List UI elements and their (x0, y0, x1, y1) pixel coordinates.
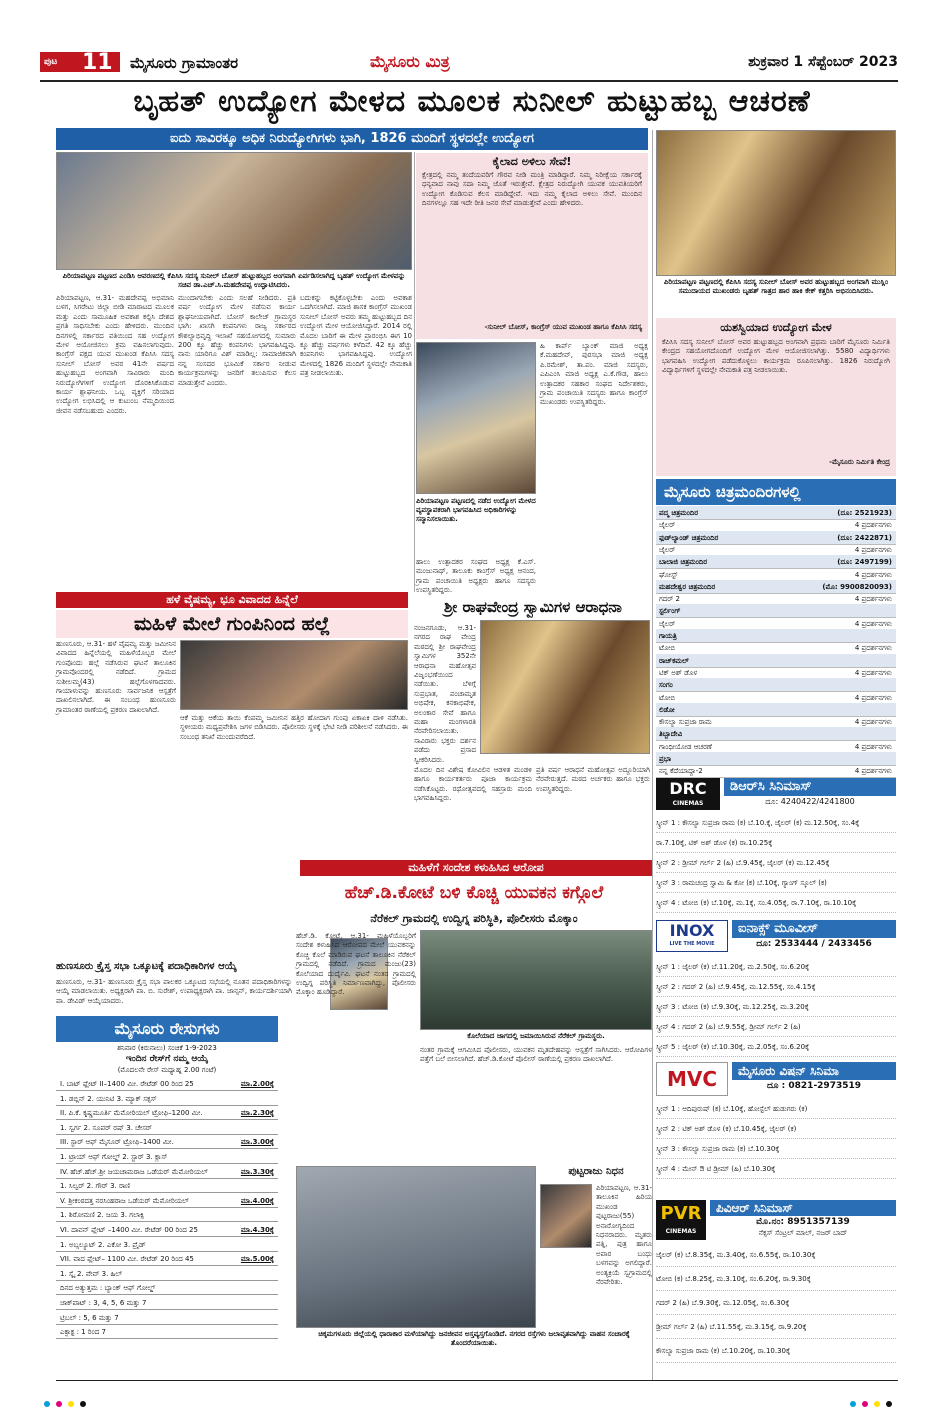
race-time: ಮಾ.4.30ಕ್ಕೆ (240, 1226, 274, 1234)
theater-name: ಟೋಬಿ (659, 644, 676, 653)
theater-name: ಪದ್ಮ ಚಿತ್ರಮಂದಿರ (659, 509, 699, 517)
race-row (56, 1195, 278, 1208)
theater-name: ಫುಡ್‌ಲ್ಯಾಂಡ್ ಚಿತ್ರಮಂದಿರ (659, 533, 719, 542)
column-rule (652, 130, 653, 1380)
race-row (56, 1151, 278, 1164)
theater-info: 4 ಪ್ರದರ್ಶನಗಳು (854, 619, 892, 628)
race-time: ಮಾ.5.00ಕ್ಕೆ (240, 1255, 274, 1264)
race-text: 1. ಸಿಲ್ವರ್ 2. ಗೌರ್ 3. ರಾಣಿ (60, 1182, 131, 1191)
race-text: 1. ಅಬ್ಸಲ್ಯೂಟ್ 2. ಎಕೋ 3. ಪ್ರೈಡ್ (60, 1240, 146, 1249)
theater-info: 4 ಪ್ರದರ್ಶನಗಳು (854, 718, 892, 727)
pvr-title: ಪಿವಿಆರ್ ಸಿನಿಮಾಸ್ (710, 1200, 896, 1216)
masthead: ಮೈಸೂರು ಮಿತ್ರ (370, 52, 450, 71)
theater-name: ಲಿಡೋ (659, 705, 675, 714)
registration-dots-left (44, 1401, 86, 1409)
theater-info: 4 ಪ್ರದರ್ಶನಗಳು (854, 767, 892, 776)
rain-photo (296, 1166, 536, 1328)
theaters-title: ಮೈಸೂರು ಚಿತ್ರಮಂದಿರಗಳಲ್ಲಿ (656, 479, 896, 505)
center-news-body: ಹಾಲು ಉತ್ಪಾದಕರ ಸಂಘದ ಅಧ್ಯಕ್ಷ ಕೆ.ಎಸ್. ಮಂಜುನಾಥ್, ತಾಲೂಕು ಕಾಂಗ್ರೆಸ್ ಅಧ್ಯಕ್ಷ ಆನಂದ, ಗ್ರಾಮ ಪಂಚಾಯಿತಿ ಅಧ್ಯಕ್ಷರು ಹಾಗೂ ಸದಸ್ಯರು ಉಪಸ್ಥಿತರಿದ್ದರು. (416, 558, 536, 595)
registration-dots-right (850, 1401, 892, 1409)
showtime-line: ಸ್ಕ್ರೀನ್ 3 : ಕೌಸಲ್ಯಾ ಸುಪ್ರಜಾ ರಾಮ (ಕ) ಬೆ.10.30ಕ್ಕೆ (656, 1140, 896, 1159)
theater-info: (ದೂ: 2422871) (837, 533, 892, 542)
showtime-line: ಗದರ್ 2 (ಹಿ) ಬೆ.9.30ಕ್ಕೆ, ಮ.12.05ಕ್ಕೆ, ಸಂ.6.30ಕ್ಕೆ (656, 1292, 896, 1315)
kailada-body: ಕ್ಷೇತ್ರದಲ್ಲಿ ನಮ್ಮ ತಂದೆಯವರಿಗೆ ಗೌರವ ನೀಡಿ ಮಂತ್ರಿ ಮಾಡಿದ್ದಾರೆ. ನಿಮ್ಮ ನಿರೀಕ್ಷೆಯ ಸರ್ಕಾರಕ್ಕೆ ಧನ್ಯವಾದ ನಾವು ಸದಾ ನಿಮ್ಮ ಜೊತೆ ಇರುತ್ತೇವೆ. ಕ್ಷೇತ್ರದ ನಿರುದ್ಯೋಗಿ ಯುವಕ ಯುವತಿಯರಿಗೆ ಉದ್ಯೋಗ ಕೊಡಿಸುವ ಕೆಲಸ ಮಾಡಿದ್ದೇವೆ. ಇದು ನಮ್ಮ ಕೈಲಾದ ಅಳಿಲು ಸೇವೆ. ಮುಂದಿನ ದಿನಗಳಲ್ಲೂ ಸಹ ಇದೇ ರೀತಿ ಜನರ ಸೇವೆ ಮಾಡುತ್ತೇವೆ ಎಂದು ಹೇಳಿದರು. (422, 171, 642, 208)
kailada-signature: -ಸುನೀಲ್ ಬೋಸ್, ಕಾಂಗ್ರೆಸ್ ಯುವ ಮುಖಂಡ ಹಾಗೂ ಕೆಪಿಸಿಸಿ ಸದಸ್ಯ (484, 323, 642, 331)
pvr-phone: ಮೊ.ನಂ: 8951357139 (756, 1217, 850, 1227)
yashasvi-title: ಯಶಸ್ವಿಯಾದ ಉದ್ಯೋಗ ಮೇಳ (720, 321, 832, 334)
lead-body-col1: ಪಿರಿಯಾಪಟ್ಟಣ, ಆ.31- ಮಹದೇವಪ್ಪ ಅಭಿಮಾನಿ ಬಳಗ, ಸಿಗರೇಟು ಜಿಲ್ಲಾ ಬೀಡಿ ಮಾರಾಟದ ಮೂಲಕ ಮತ್ತು ಎಂದು ಸಾಮೂಹಿಕ ಅವಕಾಶ ಕಲ್ಪಿಸಿ ದೇಶದ ಪ್ರಗತಿ ಸಾಧಿಸಬೇಕು ಎಂದು ಹೇಳಿದರು. ಮುಂದಿನ ದಿನಗಳಲ್ಲಿ ಸರ್ಕಾರದ ವತಿಯಿಂದ ಸಹ ಉದ್ಯೋಗ ಮೇಳ ಆಯೋಜಿಸಲು ಕ್ರಮ ವಹಿಸಲಾಗುವುದು. ಕಾಂಗ್ರೆಸ್ ಪಕ್ಷದ ಯುವ ಮುಖಂಡ ಕೆಪಿಸಿಸಿ ಸದಸ್ಯ ಸುನೀಲ್ ಬೋಸ್ ಅವರ 41ನೇ ವರ್ಷದ ಹುಟ್ಟುಹಬ್ಬದ ಅಂಗವಾಗಿ ಸಾವಿರಾರು ಮಂದಿ ನಿರುದ್ಯೋಗಿಗಳಿಗೆ ಉದ್ಯೋಗ ದೊರಕಿಸಿಕೊಡುವ ಕಾರ್ಯ ಶ್ಲಾಘನೀಯ. ಒಬ್ಬ ವ್ಯಕ್ತಿಗೆ ಸರಿಯಾದ ಉದ್ಯೋಗ ಲಭಿಸಿದಲ್ಲಿ ಆ ಕುಟುಂಬ ನೆಮ್ಮದಿಯಿಂದ ಜೀವನ ನಡೆಸಬಹುದು ಎಂದರು. (56, 294, 174, 415)
theater-name: ಮಹದೇಶ್ವರ ಚಿತ್ರಮಂದಿರ (659, 582, 716, 591)
issue-date: ಶುಕ್ರವಾರ 1 ಸೆಪ್ಟೆಂಬರ್ 2023 (748, 54, 898, 70)
theater-name: ಗಾಯತ್ರಿ (659, 632, 677, 640)
drc-phone: ದೂ: 4240422/4241800 (765, 797, 855, 806)
column-rule (414, 152, 415, 592)
kote-headline: ಹೆಚ್.ಡಿ.ಕೋಟೆ ಬಳಿ ಕೊಚ್ಚಿ ಯುವಕನ ಕಗ್ಗೊಲೆ (344, 883, 604, 903)
yashasvi-signature: -ಮೈಸೂರು ನಿರ್ಮಿತಿ ಕೇಂದ್ರ (829, 458, 890, 466)
race-text: VII. ವಾದ ಪ್ಲೇಟ್– 1100 ಮೀ. ರೇಟೆಡ್ 20 ರಿಂದ 45 (60, 1255, 194, 1264)
lead-photo (56, 152, 412, 270)
theater-info: (ದೂ: 2521923) (837, 509, 892, 517)
footer-rule (56, 1380, 898, 1381)
race-row (56, 1224, 278, 1237)
theater-name: ಬಾಲಾಜಿ ಚಿತ್ರಮಂದಿರ (659, 558, 708, 567)
race-text: 1. ಶಿರೋಮಣಿ 2. ಜಯ 3. ಗಲಾಕ್ಸಿ (60, 1211, 145, 1220)
mvc-phone: ದೂ : 0821-2973519 (766, 1081, 862, 1091)
hunsur-headline: ಹುಣಸೂರು ಕ್ರೈಸ್ತ ಸಭಾ ಒಕ್ಕೂಟಕ್ಕೆ ಪದಾಧಿಕಾರಿಗಳ ಆಯ್ಕೆ (56, 961, 237, 972)
kote-subhead: ನೆರೆಕಲ್ ಗ್ರಾಮದಲ್ಲಿ ಉದ್ವಿಗ್ನ ಪರಿಸ್ಥಿತಿ, ಪೊಲೀಸರು ಮೊಕ್ಕಾಂ (370, 912, 578, 925)
lead-subhead: ಐದು ಸಾವಿರಕ್ಕೂ ಅಧಿಕ ನಿರುದ್ಯೋಗಿಗಳು ಭಾಗಿ, 1826 ಮಂದಿಗೆ ಸ್ಥಳದಲ್ಲೇ ಉದ್ಯೋಗ (56, 128, 648, 150)
theater-name: ಕೌಸಲ್ಯಾ ಸುಪ್ರಜಾ ರಾಮ (659, 718, 712, 727)
inox-title: ಐನಾಕ್ಸ್ ಮೂವೀಸ್ (732, 920, 896, 938)
race-row (56, 1107, 278, 1120)
theater-name: ಟಿಕ್ ಅಶ್ ಡೊಳ (659, 668, 698, 677)
pvr-logo (656, 1200, 706, 1240)
mvc-logo: MVC (656, 1062, 728, 1096)
theater-info: 4 ಪ್ರದರ್ಶನಗಳು (854, 595, 892, 604)
theater-info: 4 ಪ್ರದರ್ಶನಗಳು (854, 545, 892, 554)
race-time: ಮಾ.3.30ಕ್ಕೆ (240, 1167, 274, 1176)
pvr-address: ನೆಕ್ಸಸ್ ಸೆಂಟ್ರಲ್ ಮಾಲ್, ನಜರ್ ಬಾದ್ (758, 1229, 848, 1237)
kote-photo (420, 930, 652, 1030)
race-text: II. ಪಿ.ಕೆ. ಕೃಷ್ಣಮೂರ್ತಿ ಮೆಮೋರಿಯಲ್ ಟ್ರೋಫಿ–1200 ಮೀ. (60, 1109, 203, 1118)
kote-photo-caption: ಕೊಲೆಯಾದ ಜಾಗದಲ್ಲಿ ಜಮಾಯಿಸಿರುವ ನೆರೆಕಲ್ ಗ್ರಾಮಸ್ಥರು. (467, 1032, 605, 1040)
theater-name: ಜೈಲರ್ (659, 521, 676, 530)
drc-logo-sub: CINEMAS (672, 800, 704, 807)
race-text: 1. ಸ್ಕೈ 2. ವೇವ್ 3. ಹಿಲ್ (60, 1269, 123, 1278)
races-time: (ಮೊದಲನೇ ರೇಸ್ ಮಧ್ಯಾಹ್ನ 2.00 ಗಂಟೆ) (117, 1066, 217, 1074)
showtime-line: ಡ್ರೀಮ್ ಗರ್ಲ್ 2 (ಹಿ) ಬೆ.11.55ಕ್ಕೆ, ಮ.3.15ಕ್ಕೆ, ರಾ.9.20ಕ್ಕೆ (656, 1316, 896, 1339)
raghavendra-body-2: ಮೊದಲ ದಿನ ವಿಶೇಷ ಕೋವಿಲಿನ ಆಡಳಿತ ಮಂಡಳಿ ಹಾಗೂ ಕಾರ್ಯಕರ್ತರು ಪೂಜಾ ಕಾರ್ಯಕ್ರಮ ನಡೆಸಿಕೊಟ್ಟರು. ರಥೋತ್ಸವದಲ್ಲಿ ಸಹಸ್ರಾರು ಮಂದಿ ಭಾಗವಹಿಸಿದ್ದರು. (414, 766, 532, 803)
theater-row (656, 764, 896, 778)
race-row (56, 1136, 278, 1149)
theater-info: 4 ಪ್ರದರ್ಶನಗಳು (854, 668, 892, 677)
showtime-line: ಸ್ಕ್ರೀನ್ 1 : ಜೈಲರ್ (ಕ) ಬೆ.11.20ಕ್ಕೆ, ಮ.2.50ಕ್ಕೆ, ಸಂ.6.20ಕ್ಕೆ (656, 958, 896, 977)
inox-logo-text: INOX (669, 921, 715, 940)
theater-name: ನನ್ನ ಕೆದೆಯಾದ್ದಾ-2 (659, 767, 703, 776)
kailada-box (416, 153, 648, 339)
race-time: ಮಾ.4.00ಕ್ಕೆ (240, 1196, 274, 1205)
races-subtitle: ಇಂದಿನ ರೇಸ್‌ಗೆ ನಮ್ಮ ಆಯ್ಕೆ (125, 1054, 209, 1064)
kote-kicker: ಮಹಿಳೆಗೆ ಸಂದೇಶ ಕಳುಹಿಸಿದ ಆರೋಪ (300, 860, 652, 876)
showtime-line: ಸ್ಕ್ರೀನ್ 2 : ಡ್ರೀಮ್ ಗರ್ಲ್ 2 (ಹಿ) ಬೆ.9.45ಕ್ಕೆ, ಜೈಲರ್ (ಕ) ಮ.12.45ಕ್ಕೆ (656, 854, 896, 873)
theater-name: ಗಾಂಧೀಯೋಡ ಆಚರಣೆ (659, 742, 712, 751)
section-title: ಮೈಸೂರು ಗ್ರಾಮಾಂತರ (130, 54, 239, 72)
race-row (56, 1093, 278, 1106)
woman-photo (180, 640, 408, 710)
showtime-line: ಜೈಲರ್ (ಕ) ಬೆ.8.35ಕ್ಕೆ, ಮ.3.40ಕ್ಕೆ, ಸಂ.6.55ಕ್ಕೆ, ರಾ.10.30ಕ್ಕೆ (656, 1244, 896, 1267)
center-body: ಹಿ ಕಾರ್ಪ್ ಬ್ಯಾಂಕ್ ಮಾಜಿ ಅಧ್ಯಕ್ಷ ಕೆ.ಮಹದೇವ್, ಪುರಸಭಾ ಮಾಜಿ ಅಧ್ಯಕ್ಷ ಪಿ.ರಮೇಶ್, ತಾ.ಪಂ. ಮಾಜಿ ಸದಸ್ಯರು, ಎಪಿಎಂಸಿ ಮಾಜಿ ಅಧ್ಯಕ್ಷ ಎ.ಕೆ.ಗೌಡ, ಹಾಲು ಉತ್ಪಾದಕರ ಸಹಕಾರ ಸಂಘದ ನಿರ್ದೇಶಕರು, ಗ್ರಾಮ ಪಂಚಾಯಿತಿ ಸದಸ್ಯರು ಹಾಗೂ ಕಾಂಗ್ರೆಸ್ ಮುಖಂಡರು ಉಪಸ್ಥಿತರಿದ್ದರು. (540, 342, 648, 407)
showtime-line: ಟೋಬಿ (ಕ) ಬೆ.8.25ಕ್ಕೆ, ಮ.3.10ಕ್ಕೆ, ಸಂ.6.20ಕ್ಕೆ, ರಾ.9.30ಕ್ಕೆ (656, 1268, 896, 1291)
race-row (56, 1253, 278, 1266)
theater-name: ಸಂಗಂ (659, 681, 673, 690)
race-row (56, 1268, 278, 1281)
header-rule (40, 80, 898, 82)
yashasvi-box (656, 318, 896, 476)
theater-info: (ಮೊ: 9900820093) (822, 582, 892, 591)
kote-body: ಹೆಚ್.ಡಿ. ಕೋಟೆ, ಆ.31- ಮಹಿಳೆಯೊಬ್ಬರಿಗೆ ಸಂದೇಶ ಕಳುಹಿಸಿದ ಆರೋಪದ ಮೇಲೆ ಯುವಕನನ್ನು ಕೊಚ್ಚಿ ಕೊಲೆ ಮಾಡಿರುವ ಘಟನೆ ತಾಲೂಕಿನ ನೆರೆಕಲ್ ಗ್ರಾಮದಲ್ಲಿ ನಡೆದಿದೆ. ಗ್ರಾಮದ ಮಂಜು(23) ಕೊಲೆಯಾದ ದುರ್ದೈವಿ. ಘಟನೆ ನಂತರ ಗ್ರಾಮದಲ್ಲಿ ಉದ್ವಿಗ್ನ ಪರಿಸ್ಥಿತಿ ನಿರ್ಮಾಣವಾಗಿದ್ದು, ಪೊಲೀಸರು ಮೊಕ್ಕಾಂ ಹೂಡಿದ್ದಾರೆ. (296, 932, 416, 997)
race-text: 1. ಡಬ್ಲಿನ್ 2. ಯುನಿಟಿ 3. ಮ್ಯಾಕ್ ಸಕ್ಸಸ್ (60, 1094, 157, 1103)
theater-name: ಜೈಲರ್ (659, 545, 676, 554)
woman-body-2: ಆಕೆ ಮತ್ತು ಆಕೆಯ ತಾಯಿ ಕೆಂಪಮ್ಮ ಜಮೀನಿನ ಹತ್ತಿರ ಹೋದಾಗ ಗುಂಪು ಏಕಾಏಕಿ ದಾಳಿ ನಡೆಸಿತು. ಸ್ಥಳೀಯರು ಮಧ್ಯಪ್ರವೇಶಿಸಿ ಜಗಳ ಬಿಡಿಸಿದರು. ಪೊಲೀಸರು ಸ್ಥಳಕ್ಕೆ ಭೇಟಿ ನೀಡಿ ಪರಿಶೀಲನೆ ನಡೆಸಿದರು. ಈ ಸಂಬಂಧ ತನಿಖೆ ಮುಂದುವರೆದಿದೆ. (180, 714, 408, 741)
raghavendra-body: ನಂಜನಗೂಡು, ಆ.31- ನಗರದ ರಾಘ ವೇಂದ್ರ ಮಠದಲ್ಲಿ ಶ್ರೀ ರಾಘವೇಂದ್ರ ಸ್ವಾಮಿಗಳ 352ನೇ ಆರಾಧನಾ ಮಹೋತ್ಸವ ವಿಜೃಂಭಣೆಯಿಂದ ನಡೆಯಿತು. ಬೆಳಿಗ್ಗೆ ಸುಪ್ರಭಾತ, ಪಂಚಾಮೃತ ಅಭಿಷೇಕ, ಕನಕಾಭಿಷೇಕ, ಅಲಂಕಾರ ಸೇವೆ ಹಾಗೂ ಮಹಾ ಮಂಗಳಾರತಿ ನೆರವೇರಿಸಲಾಯಿತು. ಸಾವಿರಾರು ಭಕ್ತರು ದರ್ಶನ ಪಡೆದು ಪ್ರಸಾದ ಸ್ವೀಕರಿಸಿದರು. (414, 624, 476, 764)
race-row (56, 1078, 278, 1091)
showtime-line: ಸ್ಕ್ರೀನ್ 4 : ಮೇನ್ ಔ ಟಿ ಡ್ರೀಮ್ (ಹಿ) ಬೆ.10.30ಕ್ಕೆ (656, 1160, 896, 1179)
right-photo-caption: ಪಿರಿಯಾಪಟ್ಟಣ ಪಟ್ಟಣದಲ್ಲಿ ಕೆಪಿಸಿಸಿ ಸದಸ್ಯ ಸುನೀಲ್ ಬೋಸ್ ಅವರ ಹುಟ್ಟುಹಬ್ಬದ ಅಂಗವಾಗಿ ಮುಸ್ಲಿಂ ಸಮುದಾಯದ ಮುಖಂಡರು ಬೃಹತ್ ಗಾತ್ರದ ಹಾರ ಹಾಕಿ ಕೇಕ್ ಕತ್ತರಿಸಿ ಅಭಿನಂದಿಸಿದರು. (663, 278, 889, 295)
obit-title: ಪುಟ್ಟರಾಜು ನಿಧನ (568, 1166, 624, 1177)
race-row (56, 1326, 278, 1339)
race-text: III. ಸ್ಟಾರ್ ಆಫ್ ಮೈಸೂರ್ ಟ್ರೋಫಿ–1400 ಮೀ. (60, 1138, 174, 1147)
race-row (56, 1239, 278, 1252)
showtime-line: ರಾ.7.10ಕ್ಕೆ, ಟಿಕ್ ಅಶ್ ಡೊಳ (ಕ) ರಾ.10.25ಕ್ಕೆ (656, 834, 896, 853)
races-title: ಮೈಸೂರು ರೇಸುಗಳು (56, 1016, 278, 1042)
kote-body-2: ನಂತರ ಗ್ರಾಮಕ್ಕೆ ಆಗಮಿಸಿದ ಪೊಲೀಸರು, ಯುವಕನ ಮೃತದೇಹವನ್ನು ಆಸ್ಪತ್ರೆಗೆ ಸಾಗಿಸಿದರು. ಆರೋಪಿಗಳ ಪತ್ತೆಗೆ ಬಲೆ ಬೀಸಲಾಗಿದೆ. ಹೆಚ್.ಡಿ.ಕೋಟೆ ಪೊಲೀಸ್ ಠಾಣೆಯಲ್ಲಿ ಪ್ರಕರಣ ದಾಖಲಾಗಿದೆ. (420, 1046, 652, 1064)
race-text: IV. ಹೆಚ್.ಹೆಚ್.ಶ್ರೀ ಜಯಚಾಮರಾಜ ಒಡೆಯರ್ ಮೆಮೋರಿಯಲ್ (60, 1167, 208, 1176)
yashasvi-body: ಕೆಪಿಸಿಸಿ ಸದಸ್ಯ ಸುನೀಲ್ ಬೋಸ್ ಅವರ ಹುಟ್ಟುಹಬ್ಬದ ಅಂಗವಾಗಿ ಪ್ರಥಮ ಬಾರಿಗೆ ಮೈಸೂರು ನಿರ್ಮಿತಿ ಕೇಂದ್ರದ ಸಹಯೋಗದೊಂದಿಗೆ ಉದ್ಯೋಗ ಮೇಳ ಆಯೋಜಿಸಲಾಗಿತ್ತು. 5580 ವಿದ್ಯಾರ್ಥಿಗಳು ಭಾಗವಹಿಸಿ ಉದ್ಯೋಗ ಪಡೆದುಕೊಳ್ಳಲು ಕಾರ್ಯಕ್ರಮ ರೂಪಿಸಲಾಗಿತ್ತು. 1826 ನಿರುದ್ಯೋಗಿ ವಿದ್ಯಾರ್ಥಿಗಳಿಗೆ ಸ್ಥಳದಲ್ಲೇ ನೇಮಕಾತಿ ಪತ್ರ ನೀಡಲಾಯಿತು. (662, 338, 890, 375)
theater-name: ಘೋಸ್ಟ್ (659, 570, 678, 579)
race-text: VI. ದಾವನ್ ಪ್ಲೇಟ್ –1400 ಮೀ. ರೇಟೆಡ್ 00 ರಿಂದ 25 (60, 1226, 198, 1234)
race-row (56, 1209, 278, 1222)
theater-info: 4 ಪ್ರದರ್ಶನಗಳು (854, 570, 892, 579)
theater-name: ಪ್ರಭಾ (659, 755, 672, 763)
theater-name: ಸ್ಟರ್ಲಿಂಗ್ (659, 607, 681, 616)
showtime-line: ಸ್ಕ್ರೀನ್ 3 : ರಾಮಚಂದ್ರ ಸ್ವಾಮಿ & ಕೋ (ಕ) ಬೆ.10ಕ್ಕೆ, ಗ್ಯಾಂಗ್ ಸ್ಕೂಲ್ (ಕ) (656, 874, 896, 893)
race-time: ಮಾ.3.00ಕ್ಕೆ (240, 1138, 274, 1147)
page-label: ಪುಟ (44, 57, 58, 67)
race-row (56, 1312, 278, 1325)
rain-photo-caption: ಚಿಕ್ಕಮಗಳೂರು ಜಿಲ್ಲೆಯಲ್ಲಿ ಧಾರಾಕಾರ ಮಳೆಯಾಗಿದ್ದು ಜನಜೀವನ ಅಸ್ತವ್ಯಸ್ತಗೊಂಡಿದೆ. ನಗರದ ರಸ್ತೆಗಳು ಜಲಾವೃತವಾಗಿದ್ದು ವಾಹನ ಸಂಚಾರಕ್ಕೆ ತೊಂದರೆಯಾಯಿತು. (318, 1330, 630, 1347)
race-text: ಟ್ರಿಬಲ್ : 5, 6 ಮತ್ತು 7 (60, 1313, 119, 1322)
race-text: ಎಕ್ಸಾಕ್ಟ : 1 ರಿಂದ 7 (60, 1328, 106, 1337)
theater-info: 4 ಪ್ರದರ್ಶನಗಳು (854, 521, 892, 530)
woman-body: ಹುಣಸೂರು, ಆ.31- ಹಳೆ ವೈಷಮ್ಯ ಮತ್ತು ಜಮೀನಿನ ವಿವಾದದ ಹಿನ್ನೆಲೆಯಲ್ಲಿ ಮಹಿಳೆಯೊಬ್ಬರ ಮೇಲೆ ಗುಂಪೊಂದು ಹಲ್ಲೆ ನಡೆಸಿರುವ ಘಟನೆ ತಾಲೂಕಿನ ಗ್ರಾಮವೊಂದರಲ್ಲಿ ನಡೆದಿದೆ. ಗ್ರಾಮದ ಸುಶೀಲಮ್ಮ(43) ಹಲ್ಲೆಗೊಳಗಾದವರು. ಗಾಯಾಳುವನ್ನು ಹುಣಸೂರು ಸಾರ್ವಜನಿಕ ಆಸ್ಪತ್ರೆಗೆ ದಾಖಲಿಸಲಾಗಿದೆ. ಈ ಸಂಬಂಧ ಹುಣಸೂರು ಗ್ರಾಮಾಂತರ ಠಾಣೆಯಲ್ಲಿ ಪ್ರಕರಣ ದಾಖಲಾಗಿದೆ. (56, 640, 176, 714)
kailada-title: ಕೈಲಾದ ಅಳಿಲು ಸೇವೆ! (492, 155, 572, 168)
theater-info: 4 ಪ್ರದರ್ಶನಗಳು (854, 742, 892, 751)
showtime-line: ಸ್ಕ್ರೀನ್ 1 : ಕೌಸಲ್ಯಾ ಸುಪ್ರಜಾ ರಾಮ (ಕ) ಬೆ.10.ಕ್ಕೆ, ಜೈಲರ್ (ಕ) ಮ.12.50ಕ್ಕೆ, ಸಂ.4ಕ್ಕೆ (656, 814, 896, 833)
woman-kicker: ಹಳೆ ವೈಷಮ್ಯ, ಭೂ ವಿವಾದದ ಹಿನ್ನೆಲೆ (56, 592, 408, 608)
obit-photo (540, 1184, 592, 1248)
race-text: I. ಬಾಟ್ ಫ್ಲೇಟ್ II–1400 ಮೀ. ರೇಟೆಡ್ 00 ರಿಂದ 25 (60, 1080, 194, 1088)
page-number-box (40, 50, 120, 75)
race-row (56, 1180, 278, 1193)
drc-title: ಡಿಆರ್‌ಸಿ ಸಿನಿಮಾಸ್ (724, 778, 896, 796)
race-text: ದಿನದ ಅತ್ಯುತ್ತಮ : ಬ್ಯಾಂಕ್ ಆಫ್ ಗೋಲ್ಡ್ (60, 1284, 156, 1293)
raghavendra-headline: ಶ್ರೀ ರಾಘವೇಂದ್ರ ಸ್ವಾಮಿಗಳ ಆರಾಧನಾ (444, 598, 622, 616)
showtime-line: ಸ್ಕ್ರೀನ್ 4 : ಟೋಬಿ (ಕ) ಬೆ.10ಕ್ಕೆ, ಮ.1ಕ್ಕೆ, ಸಂ.4.05ಕ್ಕೆ, ರಾ.7.10ಕ್ಕೆ, ರಾ.10.10ಕ್ಕೆ (656, 894, 896, 913)
lead-body-col2: ಮುಂದಾಗಬೇಕು ಎಂದು ಸಲಹೆ ನೀಡಿದರು. ಪ್ರತಿ ವರ್ಷ ಉದ್ಯೋಗ ಮೇಳ ನಡೆಸುವ ಕಾರ್ಯ ಶ್ಲಾಘನೀಯವಾಗಿದೆ. ಬೋಸ್ ಕಾಲೇಜ್ ಗ್ರಾಮಸ್ಥರ ಭಾಗಿ: ಖಾಸಗಿ ಕಂಪನಿಗಳು ರಾಜ್ಯ ಸರ್ಕಾರದ ಕೌಶಲ್ಯಾಭಿವೃದ್ಧಿ ಇಲಾಖೆ ಸಹಯೋಗದಲ್ಲಿ ಸುಮಾರು 200 ಕ್ಕೂ ಹೆಚ್ಚು ಕಂಪನಿಗಳು ಭಾಗವಹಿಸಿದ್ದವು. ನಾನು ಯಾರಿಗೂ ವಿಶ್ ಮಾಡಿಲ್ಲ: ಸಾಮಾಜಿಕವಾಗಿ ನನ್ನ ಸಂಸದರ ಭೂಮಿಕೆ ಸರ್ಕಾರ ನೀಡುವ ಕಾರ್ಯಕ್ರಮಗಳನ್ನು ಜನರಿಗೆ ತಲುಪಿಸುವ ಕೆಲಸ ಮಾಡುತ್ತೇನೆ ಎಂದರು. (178, 294, 296, 387)
lead-headline: ಬೃಹತ್ ಉದ್ಯೋಗ ಮೇಳದ ಮೂಲಕ ಸುನೀಲ್ ಹುಟ್ಟುಹಬ್ಬ ಆಚರಣೆ (133, 84, 811, 119)
race-row (56, 1122, 278, 1135)
theater-info: 4 ಪ್ರದರ್ಶನಗಳು (854, 693, 892, 702)
lead-body-col3: ಬದುಕನ್ನು ಕಟ್ಟಿಕೊಳ್ಳಬೇಕು ಎಂದು ಅವಕಾಶ ಒದಗಿಸಲಾಗಿದೆ. ಮಾಜಿ ಶಾಸಕ ಕಾಂಗ್ರೆಸ್ ಮುಖಂಡ ಸುನೀಲ್ ಬೋಸ್ ಅವರು ತಮ್ಮ ಹುಟ್ಟುಹಬ್ಬದ ದಿನ ಉದ್ಯೋಗ ಮೇಳ ಆಯೋಜಿಸಿದ್ದಾರೆ. 2014 ರಲ್ಲಿ ಮೊದಲ ಬಾರಿಗೆ ಈ ಮೇಳ ಪ್ರಾರಂಭಿಸಿ ಈಗ 10 ಕ್ಕೂ ಹೆಚ್ಚು ವರ್ಷಗಳು ಕಳೆದಿವೆ. 42 ಕ್ಕೂ ಹೆಚ್ಚು ಕಂಪನಿಗಳು ಭಾಗವಹಿಸಿದ್ದವು. ಉದ್ಯೋಗ ಮೇಳದಲ್ಲಿ 1826 ಮಂದಿಗೆ ಸ್ಥಳದಲ್ಲೇ ನೇಮಕಾತಿ ಪತ್ರ ನೀಡಲಾಯಿತು. (300, 294, 412, 378)
theater-name: ತಿಬ್ಬಾದೇವಿ (659, 730, 683, 739)
pvr-logo-sub: CINEMAS (665, 1228, 697, 1235)
theater-name: ರಾಜ್‌ಕಮಲ್ (659, 656, 689, 665)
races-date: ಶನಿವಾರ (ಕಿರುನಾಲು) ಸಂಚಿಕೆ 1-9-2023 (117, 1044, 217, 1052)
showtime-line: ಸ್ಕ್ರೀನ್ 5 : ಜೈಲರ್ (ಕ) ಬೆ.10.30ಕ್ಕೆ, ಮ.2.05ಕ್ಕೆ, ಸಂ.6.20ಕ್ಕೆ (656, 1038, 896, 1057)
page-header (40, 48, 898, 78)
inox-logo-sub: LIVE THE MOVIE (669, 941, 715, 947)
lead-photo-caption: ಪಿರಿಯಾಪಟ್ಟಣ ಪಟ್ಟಣದ ಎಂಡಿಸಿ ಆವರಣದಲ್ಲಿ ಕೆಪಿಸಿಸಿ ಸದಸ್ಯ ಸುನೀಲ್ ಬೋಸ್ ಹುಟ್ಟುಹಬ್ಬದ ಅಂಗವಾಗಿ ಏರ್ಪಡಿಸಲಾಗಿದ್ದ ಬೃಹತ್ ಉದ್ಯೋಗ ಮೇಳವನ್ನು ಸಚಿವ ಡಾ.ಎಚ್.ಸಿ.ಮಹದೇವಪ್ಪ ಉದ್ಘಾಟಿಸಿದರು. (62, 272, 406, 289)
race-row (56, 1166, 278, 1179)
raghavendra-body-3: ಪ್ರತಿ ವರ್ಷ ಆರಾಧನೆ ಮಹೋತ್ಸವ ಅದ್ದೂರಿಯಾಗಿ ನೆರವೇರುತ್ತದೆ. ಮಠದ ಅರ್ಚಕರು ಹಾಗೂ ಭಕ್ತರು ಉಪಸ್ಥಿತರಿದ್ದರು. (536, 766, 650, 793)
race-row (56, 1282, 278, 1295)
race-text: 1. ಸ್ವರ್ಗ 2. ಸೂಪರ್ ರಷ್ 3. ಚೇಸರ್ (60, 1123, 152, 1132)
race-text: 1. ಟ್ರಾಯ್ ಆಫ್ ಗೋಲ್ಡ್ 2. ಸ್ಟಾರ್ 3. ಕ್ಲಾಸ್ (60, 1153, 168, 1161)
theater-name: ಗದರ್ 2 (659, 595, 680, 604)
theater-name: ಟೋಬಿ (659, 693, 676, 702)
page-number: 11 (82, 50, 113, 75)
race-text: V. ಶ್ರೀಕಂಠದತ್ತ ನರಸಿಂಹರಾಜ ಒಡೆಯರ್ ಮೆಮೋರಿಯಲ್ (60, 1196, 189, 1205)
right-photo (656, 130, 896, 276)
race-row (56, 1297, 278, 1310)
mvc-title: ಮೈಸೂರು ವಿಷನ್ ಸಿನಿಮಾ (732, 1062, 896, 1080)
raghavendra-photo (480, 620, 650, 754)
showtime-line: ಸ್ಕ್ರೀನ್ 2 : ಟಿಕ್ ಅಶ್ ಡೊಳ (ಕ) ಬೆ.10.45ಕ್ಕೆ, ಜೈಲರ್ (ಕ) (656, 1120, 896, 1139)
showtime-line: ಸ್ಕ್ರೀನ್ 4 : ಗದರ್ 2 (ಹಿ) ಬೆ.9.55ಕ್ಕೆ, ಡ್ರೀಮ್ ಗರ್ಲ್ 2 (ಹಿ) (656, 1018, 896, 1037)
drc-logo-text: DRC (669, 779, 707, 798)
inox-phone: ದೂ: 2533444 / 2433456 (756, 939, 872, 949)
center-photo (416, 342, 536, 494)
obit-body: ಪಿರಿಯಾಪಟ್ಟಣ, ಆ.31- ತಾಲೂಕಿನ ಹಿರಿಯ ಮುಖಂಡ ಪುಟ್ಟರಾಜು(55) ಅನಾರೋಗ್ಯದಿಂದ ನಿಧನರಾದರು. ಮೃತರು ಪತ್ನಿ, ಪುತ್ರ ಹಾಗೂ ಅಪಾರ ಬಂಧು ಬಳಗವನ್ನು ಅಗಲಿದ್ದಾರೆ. ಅಂತ್ಯಕ್ರಿಯೆ ಸ್ವಗ್ರಾಮದಲ್ಲಿ ನೆರವೇರಿತು. (596, 1184, 652, 1287)
showtime-line: ಸ್ಕ್ರೀನ್ 2 : ಗದರ್ 2 (ಹಿ) ಬೆ.9.45ಕ್ಕೆ, ಮ.12.55ಕ್ಕೆ, ಸಂ.4.15ಕ್ಕೆ (656, 978, 896, 997)
theater-info: 4 ಪ್ರದರ್ಶನಗಳು (854, 644, 892, 653)
race-time: ಮಾ.2.00ಕ್ಕೆ (240, 1080, 274, 1088)
theater-info: (ದೂ: 2497199) (837, 558, 892, 567)
pvr-logo-text: PVR (660, 1203, 702, 1224)
hunsur-body: ಹುಣಸೂರು, ಆ.31- ಹುಣಸೂರು ಕ್ರೈಸ್ತ ಸಭಾ ಪಾಲಕರ ಒಕ್ಕೂಟದ ಸಭೆಯಲ್ಲಿ ನೂತನ ಪದಾಧಿಕಾರಿಗಳನ್ನು ಆಯ್ಕೆ ಮಾಡಲಾಯಿತು. ಅಧ್ಯಕ್ಷರಾಗಿ ಪಾ. ಬಿ. ಸುರೇಶ್, ಉಪಾಧ್ಯಕ್ಷರಾಗಿ ಪಾ. ಜಾನ್ಸನ್, ಕಾರ್ಯದರ್ಶಿಯಾಗಿ ಪಾ. ಡೇವಿಡ್ ಆಯ್ಕೆಯಾದರು. (56, 978, 292, 1005)
inox-logo (656, 920, 728, 952)
showtime-line: ಕೌಸಲ್ಯಾ ಸುಪ್ರಜಾ ರಾಮ (ಕ) ಬೆ.10.20ಕ್ಕೆ, ರಾ.10.30ಕ್ಕೆ (656, 1340, 896, 1363)
theater-name: ಜೈಲರ್ (659, 619, 676, 628)
center-photo-caption: ಪಿರಿಯಾಪಟ್ಟಣ ಪಟ್ಟಣದಲ್ಲಿ ನಡೆದ ಉದ್ಯೋಗ ಮೇಳದ ವ್ಯವಸ್ಥಾಪಕರಾಗಿ ಭಾಗವಹಿಸಿದ ಅಧಿಕಾರಿಗಳನ್ನು ಸನ್ಮಾನಿಸಲಾಯಿತು. (416, 497, 536, 523)
drc-logo (656, 778, 720, 810)
woman-headline: ಮಹಿಳೆ ಮೇಲೆ ಗುಂಪಿನಿಂದ ಹಲ್ಲೆ (56, 610, 408, 638)
showtime-line: ಸ್ಕ್ರೀನ್ 1 : ಆದಿಪುರುಷ್ (ಕ) ಬೆ.10ಕ್ಕೆ, ಹೋಸ್ಟೆಲ್ ಹುಡುಗರು (ಕ) (656, 1100, 896, 1119)
race-time: ಮಾ.2.30ಕ್ಕೆ (240, 1109, 274, 1118)
showtime-line: ಸ್ಕ್ರೀನ್ 3 : ಟೋಬಿ (ಕ) ಬೆ.9.30ಕ್ಕೆ, ಮ.12.25ಕ್ಕೆ, ಮ.3.20ಕ್ಕೆ (656, 998, 896, 1017)
race-text: ಜಾಕ್‌ಪಾಟ್ : 3, 4, 5, 6 ಮತ್ತು 7 (60, 1299, 147, 1307)
